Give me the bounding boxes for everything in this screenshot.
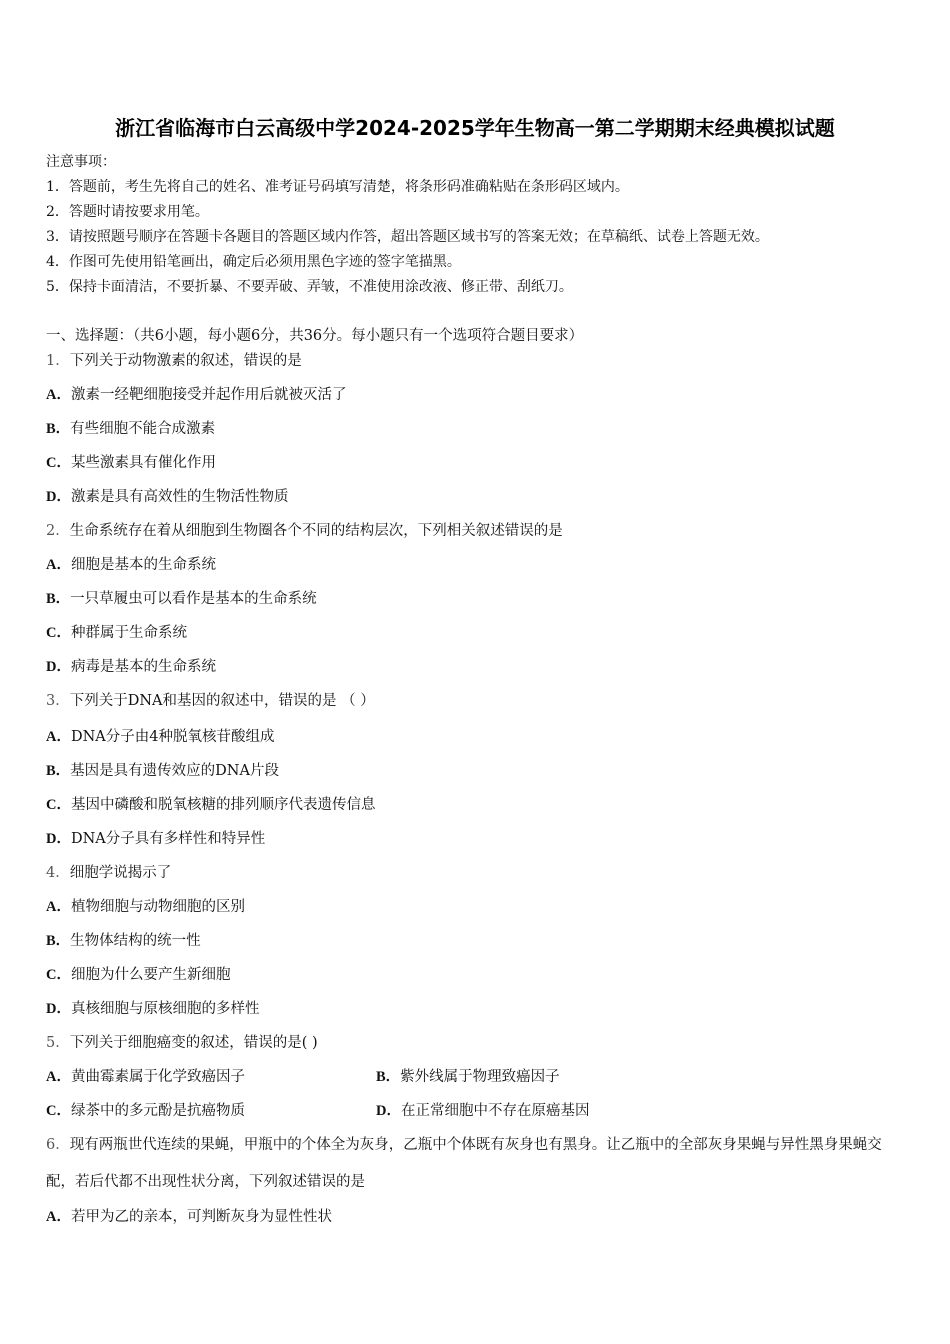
option-text: 若甲为乙的亲本，可判断灰身为显性性状 <box>70 1209 332 1225</box>
option-letter: A． <box>46 387 71 403</box>
option-letter: A． <box>46 1069 71 1085</box>
option-letter: B． <box>46 763 71 779</box>
notice-item: 5．保持卡面清洁，不要折暴、不要弄破、弄皱，不准使用涂改液、修正带、刮纸刀。 <box>46 279 573 295</box>
option-text: 有些细胞不能合成激素 <box>70 421 216 437</box>
question-text: 下列关于细胞癌变的叙述，错误的是( ) <box>69 1035 318 1051</box>
option <box>46 420 215 438</box>
question-text: 生命系统存在着从细胞到生物圈各个不同的结构层次，下列相关叙述错误的是 <box>69 523 563 539</box>
option <box>46 1069 245 1085</box>
notice-heading: 注意事项： <box>46 154 116 170</box>
question-text: 现有两瓶世代连续的果蝇，甲瓶中的个体全为灰身，乙瓶中个体既有灰身也有黑身。让乙瓶中的全部灰身果蝇与异性黑身果蝇交配，若后代都不出现性状分离，下列叙述错误的是 <box>46 1137 882 1190</box>
question-stem <box>46 692 375 710</box>
question-stem <box>46 1127 908 1201</box>
option-text: 细胞是基本的生命系统 <box>70 557 216 573</box>
option <box>46 556 216 574</box>
option <box>46 624 187 642</box>
question-stem <box>46 864 171 882</box>
option-text: 细胞为什么要产生新细胞 <box>70 967 231 983</box>
option <box>46 488 288 506</box>
option <box>46 1208 332 1226</box>
option-text: 基因是具有遗传效应的DNA片段 <box>70 763 279 779</box>
option-text: DNA分子由4种脱氧核苷酸组成 <box>70 729 275 745</box>
option <box>46 762 279 780</box>
option-letter: B． <box>376 1069 401 1085</box>
option-letter: D． <box>46 1001 71 1017</box>
option-text: 真核细胞与原核细胞的多样性 <box>70 1001 260 1017</box>
option-letter: D． <box>46 831 71 847</box>
option-letter: C． <box>46 455 71 471</box>
option-letter: C． <box>46 797 71 813</box>
option-text: 种群属于生命系统 <box>70 625 187 641</box>
option-text: 某些激素具有催化作用 <box>70 455 216 471</box>
option-row <box>46 1068 896 1086</box>
notice-item: 4．作图可先使用铅笔画出，确定后必须用黑色字迹的签字笔描黑。 <box>46 254 461 270</box>
question-number: 4． <box>46 865 70 881</box>
question-text: 细胞学说揭示了 <box>69 865 172 881</box>
option-text: 病毒是基本的生命系统 <box>70 659 216 675</box>
option-letter: C． <box>46 625 71 641</box>
option <box>46 898 245 916</box>
option-letter: A． <box>46 899 71 915</box>
option-letter: D． <box>46 659 71 675</box>
question-number: 2． <box>46 523 70 539</box>
notice-item: 1．答题前，考生先将自己的姓名、准考证号码填写清楚，将条形码准确粘贴在条形码区域内。 <box>46 179 629 195</box>
option-letter: A． <box>46 729 71 745</box>
option <box>46 796 375 814</box>
option-letter: D． <box>376 1103 401 1119</box>
option-text: 激素一经靶细胞接受并起作用后就被灭活了 <box>70 387 347 403</box>
option-letter: B． <box>46 591 71 607</box>
option-letter: B． <box>46 421 71 437</box>
option-text: 黄曲霉素属于化学致癌因子 <box>70 1069 245 1085</box>
option-text: 紫外线属于物理致癌因子 <box>400 1069 560 1085</box>
question-stem <box>46 352 302 370</box>
option <box>46 590 317 608</box>
option <box>46 658 216 676</box>
notice-item: 2．答题时请按要求用笔。 <box>46 204 209 220</box>
option <box>376 1068 560 1086</box>
question-number: 1． <box>46 353 70 369</box>
option <box>46 932 201 950</box>
question-number: 6． <box>46 1137 70 1153</box>
option-text: 生物体结构的统一性 <box>70 933 201 949</box>
notice-item: 3．请按照题号顺序在答题卡各题目的答题区域内作答，超出答题区域书写的答案无效；在草稿纸、试卷上答题无效。 <box>46 229 769 245</box>
question-stem <box>46 1034 318 1052</box>
option-text: DNA分子具有多样性和特异性 <box>70 831 266 847</box>
question-text: 下列关于DNA和基因的叙述中，错误的是 （ ） <box>69 693 375 709</box>
option <box>46 454 216 472</box>
option-text: 植物细胞与动物细胞的区别 <box>70 899 245 915</box>
option-letter: B． <box>46 933 71 949</box>
option-letter: A． <box>46 1209 71 1225</box>
option-text: 一只草履虫可以看作是基本的生命系统 <box>70 591 317 607</box>
page-title: 浙江省临海市白云高级中学2024-2025学年生物高一第二学期期末经典模拟试题 <box>115 116 835 140</box>
option <box>46 966 230 984</box>
option <box>46 728 275 746</box>
option-letter: C． <box>46 1103 71 1119</box>
question-stem <box>46 522 563 540</box>
option-text: 基因中磷酸和脱氧核糖的排列顺序代表遗传信息 <box>70 797 376 813</box>
question-number: 5． <box>46 1035 70 1051</box>
option <box>46 1103 245 1119</box>
option-text: 绿茶中的多元酚是抗癌物质 <box>70 1103 245 1119</box>
question-text: 下列关于动物激素的叙述，错误的是 <box>69 353 302 369</box>
option-letter: C． <box>46 967 71 983</box>
option-letter: D． <box>46 489 71 505</box>
option-text: 在正常细胞中不存在原癌基因 <box>400 1103 590 1119</box>
option-text: 激素是具有高效性的生物活性物质 <box>70 489 289 505</box>
section-heading: 一、选择题：（共6小题，每小题6分，共36分。每小题只有一个选项符合题目要求） <box>46 328 584 344</box>
option-row <box>46 1102 896 1120</box>
option <box>376 1102 589 1120</box>
option <box>46 386 346 404</box>
question-number: 3． <box>46 693 70 709</box>
option <box>46 830 265 848</box>
option-letter: A． <box>46 557 71 573</box>
option <box>46 1000 259 1018</box>
